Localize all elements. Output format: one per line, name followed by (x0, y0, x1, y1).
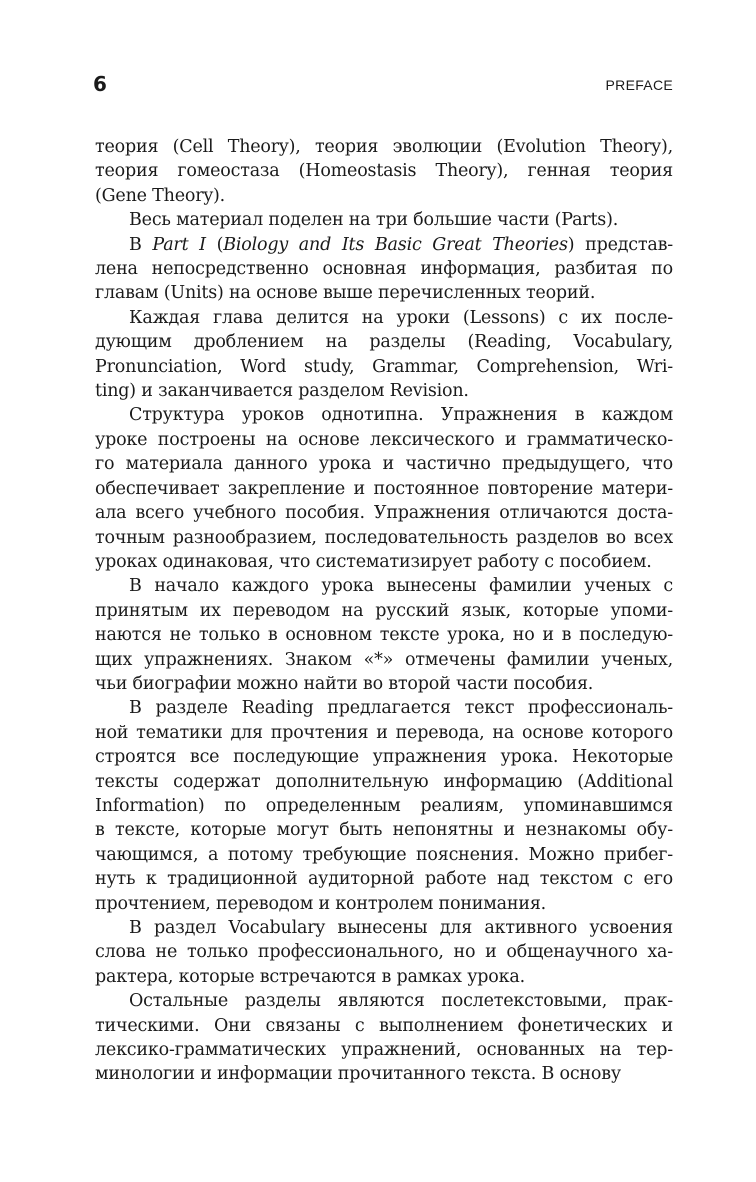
text-line: главам (Units) на основе выше перечисленных теорий. (95, 283, 596, 304)
text-line: ting) и заканчивается разделом Revision. (95, 381, 469, 402)
text-line: В начало каждого урока вынесены фамилии ученых с (129, 576, 673, 597)
paragraph (95, 306, 673, 404)
text-line: В Part I (Biology and Its Basic Great Theories) представ- (129, 234, 673, 255)
text-line: в тексте, которые могут быть непонятны и незнакомы обу- (95, 820, 673, 841)
text-line: Information) по определенным реалиям, упоминавшимся (95, 795, 673, 816)
text-line: Каждая глава делится на уроки (Lessons) с их после- (129, 307, 673, 328)
text-line: принятым их переводом на русский язык, которые упоми- (95, 600, 673, 621)
text-line: Структура уроков однотипна. Упражнения в каждом (129, 405, 673, 426)
text-line: лексико-грамматических упражнений, основанных на тер- (95, 1040, 673, 1061)
text-line: теория гомеостаза (Homeostasis Theory), генная теория (95, 161, 673, 182)
paragraph (95, 403, 673, 574)
text-line: чающимся, а потому требующие пояснения. Можно прибег- (95, 844, 673, 865)
text-line: точным разнообразием, последовательность разделов во всех (95, 527, 673, 548)
paragraph (95, 916, 673, 989)
text-line: Pronunciation, Word study, Grammar, Comprehension, Wri- (95, 356, 673, 377)
text-line: ала всего учебного пособия. Упражнения отличаются доста- (95, 503, 673, 524)
paragraph (95, 989, 673, 1087)
text-line: го материала данного урока и частично предыдущего, что (95, 454, 673, 475)
paragraph (95, 574, 673, 696)
text-line: Весь материал поделен на три большие части (Parts). (129, 210, 619, 231)
body-text (95, 135, 673, 1087)
text-line: минологии и информации прочитанного текста. В основу (95, 1064, 621, 1085)
text-line: строятся все последующие упражнения урока. Некоторые (95, 747, 673, 768)
paragraph (95, 208, 673, 232)
text-line: Остальные разделы являются послетекстовыми, прак- (129, 991, 673, 1012)
paragraph (95, 696, 673, 916)
text-line: теория (Cell Theory), теория эволюции (Evolution Theory), (95, 137, 673, 157)
page-number: 6 (93, 72, 107, 96)
text-line: обеспечивает закрепление и постоянное повторение матери- (95, 478, 673, 499)
text-line: уроке построены на основе лексического и грамматическо- (95, 429, 673, 450)
paragraph (95, 135, 673, 208)
text-line: В разделе Reading предлагается текст профессиональ- (129, 698, 673, 719)
text-line: дующим дроблением на разделы (Reading, Vocabulary, (95, 332, 673, 353)
text-line: щих упражнениях. Знаком «*» отмечены фамилии ученых, (95, 649, 673, 670)
running-title: PREFACE (605, 77, 673, 93)
text-line: ной тематики для прочтения и перевода, на основе которого (95, 722, 673, 743)
text-line: прочтением, переводом и контролем понимания. (95, 893, 547, 914)
text-line: уроках одинаковая, что систематизирует работу с пособием. (95, 551, 652, 572)
text-line: (Gene Theory). (95, 185, 226, 206)
text-line: рактера, которые встречаются в рамках урока. (95, 966, 525, 987)
text-line: тическими. Они связаны с выполнением фонетических и (95, 1015, 673, 1036)
text-line: В раздел Vocabulary вынесены для активного усвоения (129, 918, 673, 938)
text-line: тексты содержат дополнительную информацию (Additional (95, 771, 673, 792)
text-line: чьи биографии можно найти во второй части пособия. (95, 673, 594, 694)
text-line: нуть к традиционной аудиторной работе над текстом с его (95, 869, 673, 890)
text-line: наются не только в основном тексте урока, но и в последую- (95, 625, 673, 646)
text-line: слова не только профессионального, но и общенаучного ха- (95, 942, 673, 963)
text-line: лена непосредственно основная информация, разбитая по (95, 259, 673, 280)
paragraph (95, 233, 673, 306)
